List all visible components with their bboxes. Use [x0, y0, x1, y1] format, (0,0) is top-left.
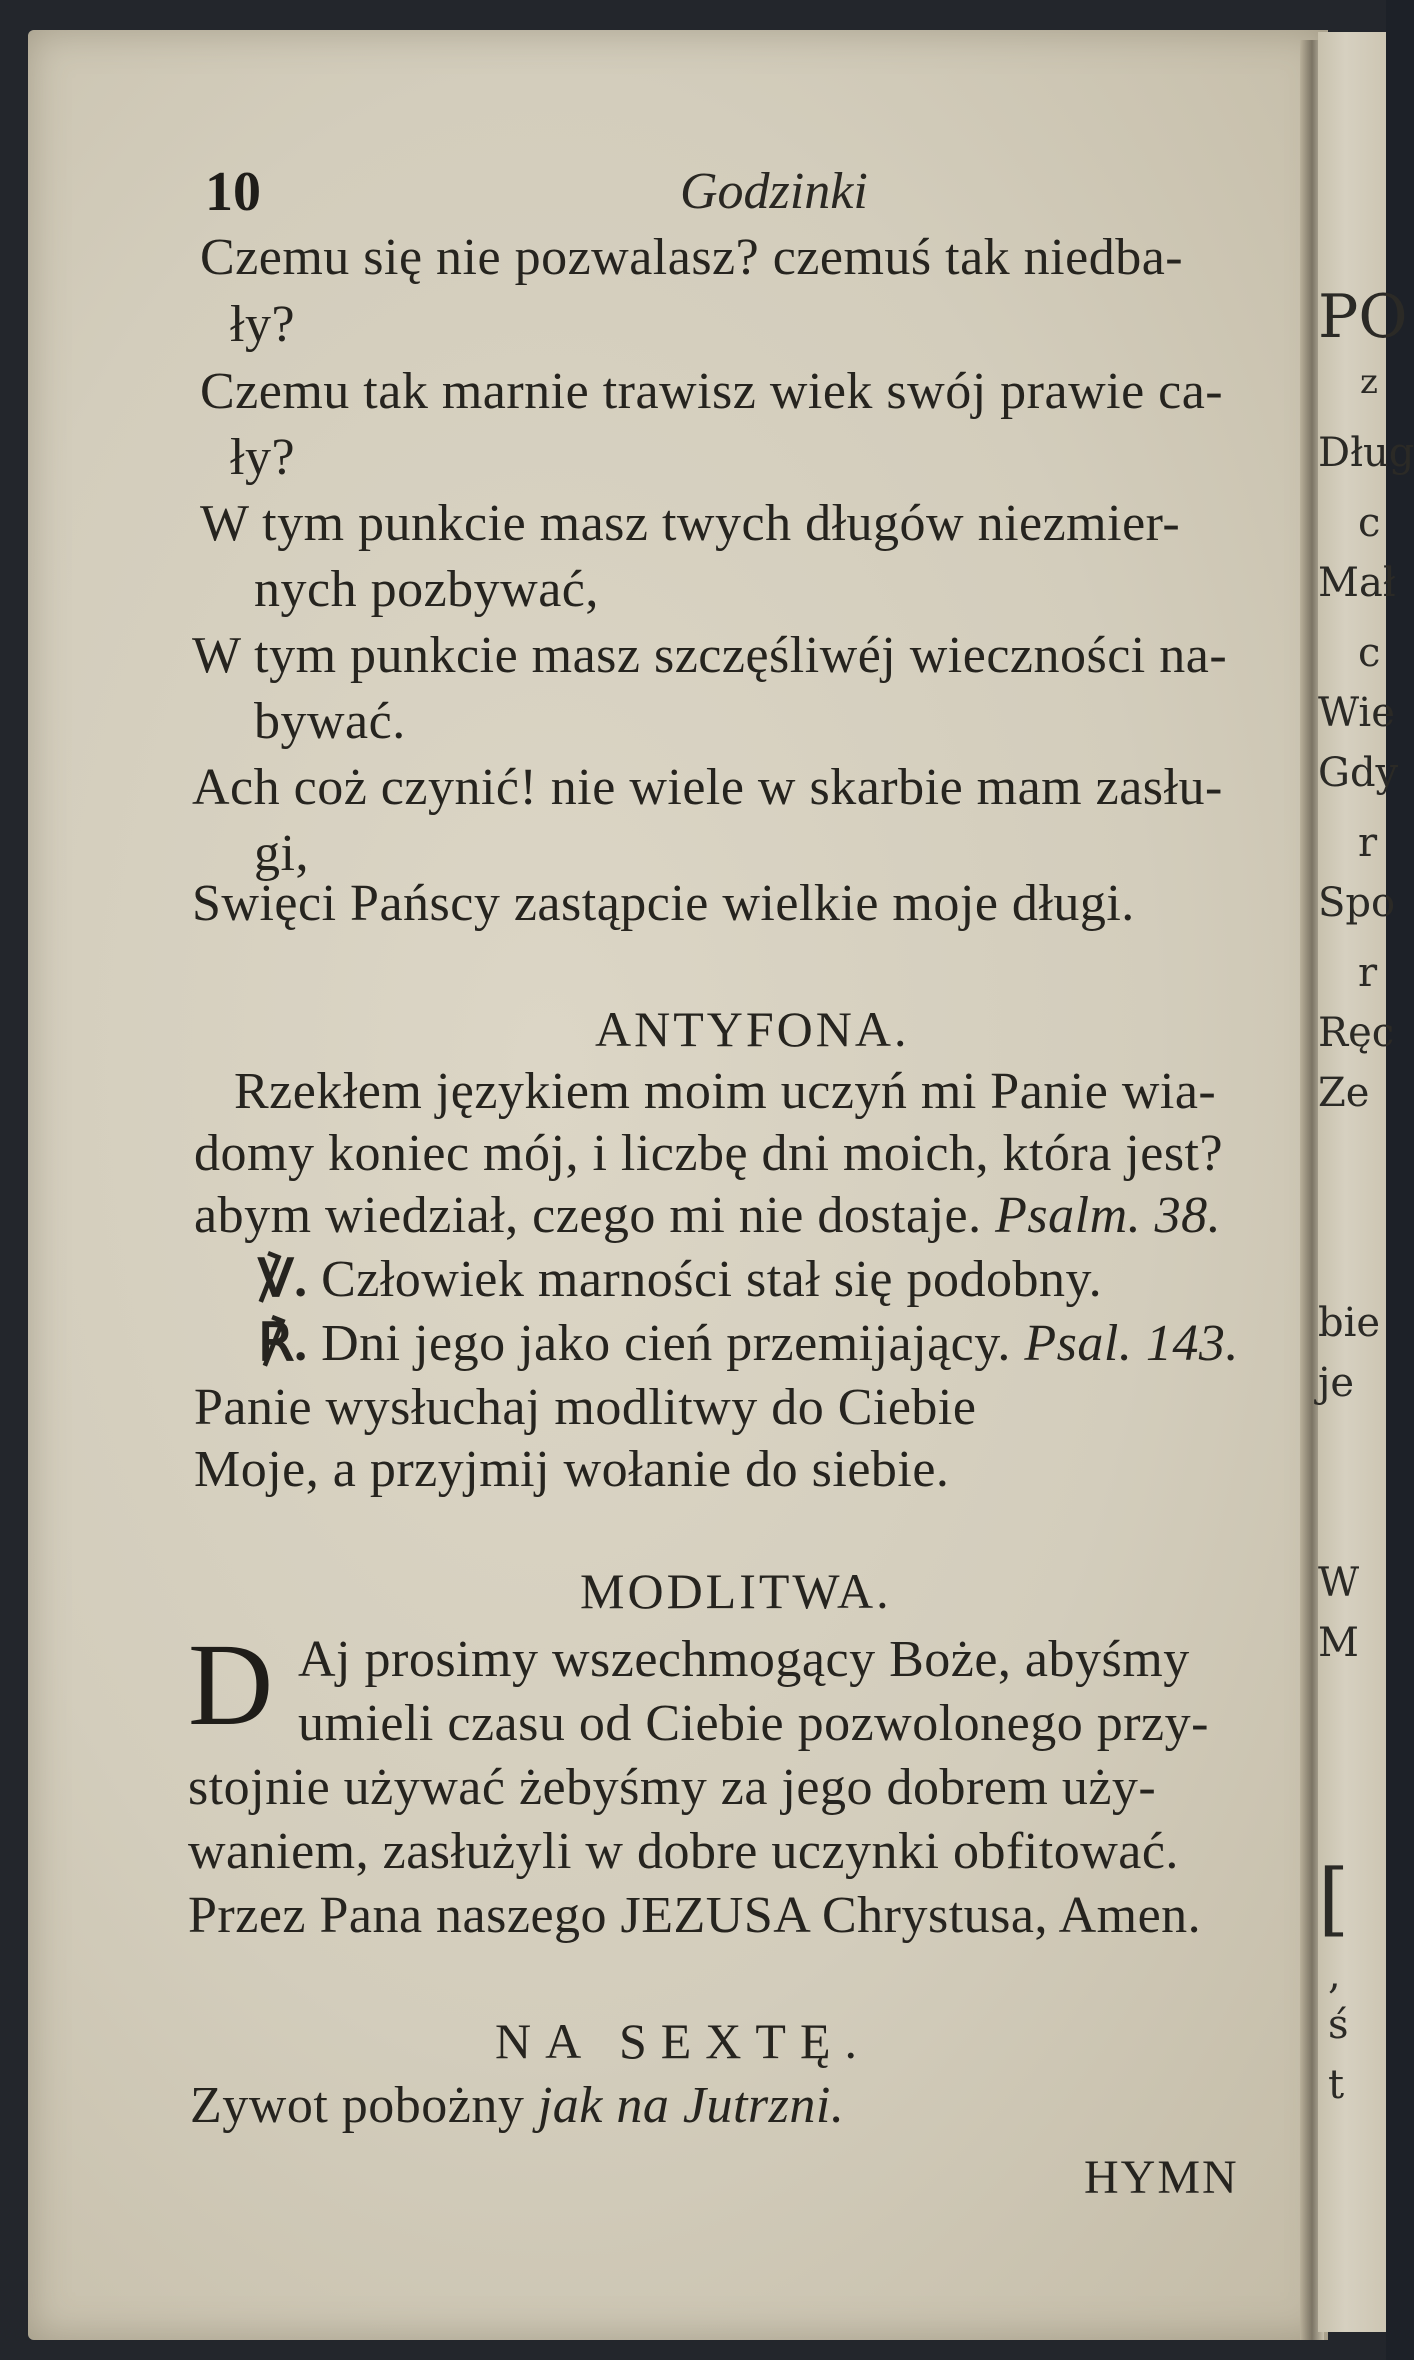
poem-line: nych pozbywać, — [254, 561, 599, 618]
psalm-reference: Psalm. 38. — [995, 1187, 1222, 1244]
antyfona-line: domy koniec mój, i liczbę dni moich, która jest? — [194, 1125, 1224, 1182]
facing-fragment: Spo — [1318, 880, 1396, 926]
antyfona-line — [194, 1186, 1221, 1246]
facing-fragment: r — [1358, 820, 1378, 866]
antyfona-text: abym wiedział, czego mi nie dostaje. — [194, 1187, 982, 1244]
response-mark: ℟. — [258, 1315, 308, 1372]
antyfona-line: Rzekłem językiem moim uczyń mi Panie wia- — [234, 1063, 1217, 1120]
facing-fragment: Gdy — [1318, 750, 1399, 796]
poem-line: gi, — [254, 825, 309, 882]
prayer-line: Przez Pana naszego JEZUSA Chrystusa, Amen. — [188, 1887, 1202, 1944]
poem-line: W tym punkcie masz szczęśliwéj wieczności na- — [192, 627, 1228, 684]
drop-cap: D — [188, 1619, 274, 1750]
poem-line: W tym punkcie masz twych długów niezmier- — [200, 495, 1181, 552]
poem-line: Czemu tak marnie trawisz wiek swój prawie ca- — [200, 363, 1224, 420]
facing-fragment: c — [1358, 630, 1381, 676]
running-head: Godzinki — [680, 163, 868, 220]
sexta-text: Zywot pobożny — [190, 2077, 525, 2134]
facing-fragment: M — [1318, 1620, 1359, 1666]
page-number: 10 — [205, 161, 261, 223]
response-text: Dni jego jako cień przemijający. — [321, 1315, 1011, 1372]
prayer-line: umieli czasu od Ciebie pozwolonego przy- — [298, 1695, 1209, 1752]
facing-fragment: Ze — [1318, 1070, 1370, 1116]
poem-line: Czemu się nie pozwalasz? czemuś tak niedba- — [200, 229, 1184, 286]
versicle-text: Człowiek marności stał się podobny. — [321, 1251, 1103, 1308]
facing-fragment: PO — [1318, 282, 1408, 352]
versicle-mark: ℣. — [258, 1251, 308, 1308]
closing-line: Panie wysłuchaj modlitwy do Ciebie — [194, 1379, 977, 1436]
catchword: HYMN — [1084, 2151, 1239, 2204]
facing-fragment: bie — [1318, 1300, 1381, 1346]
facing-fragment: r — [1358, 950, 1378, 996]
poem-line: bywać. — [254, 693, 406, 750]
facing-fragment: , — [1328, 1952, 1341, 1998]
facing-fragment: Dług — [1318, 430, 1414, 476]
poem-line: ły? — [230, 429, 296, 486]
facing-fragment: z — [1360, 362, 1378, 402]
section-heading-antyfona: ANTYFONA. — [595, 1001, 910, 1057]
facing-fragment: W — [1318, 1560, 1360, 1606]
facing-fragment: ś — [1328, 2002, 1349, 2048]
facing-fragment: je — [1318, 1360, 1355, 1406]
poem-line: Swięci Pańscy zastąpcie wielkie moje długi. — [192, 875, 1135, 932]
section-heading-modlitwa: MODLITWA. — [580, 1563, 892, 1619]
facing-page-edge — [1318, 32, 1414, 2332]
closing-line: Moje, a przyjmij wołanie do siebie. — [194, 1441, 950, 1498]
poem-line: ły? — [230, 296, 296, 353]
prayer-line: Aj prosimy wszechmogący Boże, abyśmy — [298, 1631, 1190, 1688]
prayer-line: waniem, zasłużyli w dobre uczynki obfitować. — [188, 1823, 1179, 1880]
versicle-line — [258, 1250, 1102, 1310]
facing-fragment: c — [1358, 500, 1381, 546]
psalm-reference: Psal. 143. — [1024, 1315, 1239, 1372]
response-line — [258, 1314, 1239, 1374]
facing-fragment: [ — [1318, 1852, 1350, 1945]
sexta-italic: jak na Jutrzni. — [537, 2077, 845, 2134]
facing-fragment: Ręc — [1318, 1010, 1395, 1056]
facing-fragment: t — [1328, 2062, 1345, 2108]
facing-fragment: Mał — [1318, 560, 1396, 606]
prayer-line: stojnie używać żebyśmy za jego dobrem uży- — [188, 1759, 1157, 1816]
poem-line: Ach coż czynić! nie wiele w skarbie mam zasłu- — [192, 759, 1223, 816]
section-heading-sexta: NA SEXTĘ. — [495, 2013, 871, 2069]
facing-fragment: Wie — [1318, 690, 1395, 736]
sexta-line — [190, 2076, 844, 2136]
